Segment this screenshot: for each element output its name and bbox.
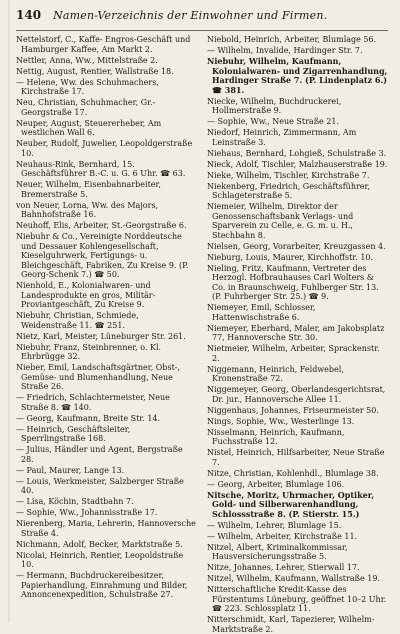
directory-entry: Nietz, Karl, Meister, Lüneburger Str. 261.: [16, 331, 186, 341]
directory-entry: — Wilhelm, Arbeiter, Kirchstraße 11.: [207, 531, 358, 541]
directory-column-right: [207, 35, 388, 634]
directory-entry: Niggenhaus, Johannes, Friseurmeister 50.: [207, 405, 379, 415]
directory-entry: Niemeyer, Eberhard, Maler, am Jakobsplatz 77, Hannoversche Str. 30.: [207, 323, 385, 342]
directory-entry: Nings, Sophie, Ww., Westerlinge 13.: [207, 416, 355, 426]
directory-entry: Nitze, Christian, Kohlenhdl., Blumlage 38.: [207, 468, 379, 478]
directory-entry: Nitze, Johannes, Lehrer, Stierwall 17.: [207, 563, 360, 572]
directory-entry: — Georg, Arbeiter, Blumlage 106.: [207, 479, 345, 489]
directory-entry: Niemeyer, Emil, Schlosser, Hattenwischstraße 6.: [207, 303, 316, 322]
directory-entry: Nieber, Emil, Landschaftsgärtner, Obst-, Gemüse- und Blumenhandlung, Neue Straße 26.: [16, 363, 181, 391]
page-fold-shadow: [8, 0, 10, 622]
directory-entry: Niebuhr, Franz, Steinbrenner, o. Kl. Ehrbrügge 32.: [16, 342, 162, 361]
directory-entry: Neuer, Wilhelm, Eisenbahnarbeiter, Bremerstraße 5.: [16, 180, 161, 199]
directory-entry: — Friedrich, Schlachtermeister, Neue Straße 8. ☎ 140.: [16, 393, 170, 412]
directory-entry: Niedorf, Heinrich, Zimmermann, Am Leinstraße 3.: [207, 128, 357, 147]
directory-entry: — Julius, Händler und Agent, Bergstraße 28.: [16, 445, 183, 464]
directory-entry: Niemeier, Wilhelm, Direktor der Genossenschaftsbank Verlags- und Sparverein zu Celle, e. G. m. u. H., Stechbahn 8.: [207, 202, 354, 240]
directory-entry: Nitzel, Wilhelm, Kaufmann, Wallstraße 19.: [207, 574, 380, 583]
directory-entry: Nistel, Heinrich, Hilfsarbeiter, Neue Straße 7.: [207, 448, 385, 467]
directory-entry: — Georg, Kaufmann, Breite Str. 14.: [16, 413, 161, 423]
directory-entry: Neuber, Rudolf, Juwelier, Leopoldgerstraße 10.: [16, 139, 193, 158]
directory-entry: — Lisa, Köchin, Stadtbahn 7.: [16, 497, 134, 506]
directory-entry: — Heinrich, Geschäftsleiter, Sperrlingstraße 168.: [16, 424, 131, 443]
directory-entry: — Sophie, Ww., Johannisstraße 17.: [16, 508, 158, 517]
directory-column-left: [16, 35, 197, 615]
directory-entry: — Wilhelm, Invalide, Hardinger Str. 7.: [207, 46, 363, 55]
directory-entry: Nierenberg, Maria, Lehrerin, Hannoversche Straße 4.: [16, 519, 196, 538]
directory-entry: Nienhold, E., Kolonialwaren- und Landesprodukte en gros, Militär-Proviantgeschäft, Zu Kreise 9.: [16, 281, 156, 309]
directory-entry: Nielsen, Georg, Vorarbeiter, Kreuzgassen 4.: [207, 241, 386, 251]
directory-entry: Neuhoff, Elis, Arbeiter, St.-Georgstraße 6.: [16, 221, 187, 230]
directory-entry: Neu, Christian, Schuhmacher, Gr.-Georgstraße 17.: [16, 98, 156, 117]
directory-columns: [16, 35, 388, 634]
directory-entry: Nettig, August, Rentier, Wallstraße 18.: [16, 66, 174, 76]
directory-entry: Niekenberg, Friedrich, Geschäftsführer, Schlageterstraße 5.: [207, 181, 371, 200]
directory-entry: — Wilhelm, Lehrer, Blumlage 15.: [207, 520, 342, 530]
page-number: 140: [16, 8, 42, 22]
directory-entry: Niggemeyer, Georg, Oberlandesgerichtsrat, Dr. jur., Hannoversche Allee 11.: [207, 385, 386, 404]
directory-entry: Nicolai, Heinrich, Rentier, Leopoldstraße 10.: [16, 550, 184, 569]
directory-entry: Nietmeier, Wilhelm, Arbeiter, Sprackenstr. 2.: [207, 344, 380, 363]
directory-entry: Nettler, Anna, Ww., Mittelstraße 2.: [16, 55, 158, 65]
directory-entry: Nitsche, Moritz, Uhrmacher, Optiker, Gold- und Silberwarenhandlung, Schlossstraße 8. (P. Stierstr. 15.): [207, 489, 375, 519]
directory-entry: Nieke, Wilhelm, Tischler, Kirchstraße 7.: [207, 170, 370, 180]
directory-entry: Nitzel, Albert, Kriminalkommissar, Hausversicherungsstraße 5.: [207, 542, 348, 561]
directory-entry: Neuhaus-Rink, Bernhard, 15. Geschäftsführer B.-C. u. G. 6 Uhr. ☎ 63.: [16, 159, 186, 178]
directory-entry: Nettelstorf, C., Kaffe- Engros-Geschäft und Hamburger Kaffee, Am Markt 2.: [16, 35, 191, 54]
directory-entry: — Louis, Werkmeister, Salzberger Straße 40.: [16, 476, 184, 495]
directory-entry: Nieck, Adolf, Tischler, Malzhauserstraße 19.: [207, 159, 388, 169]
directory-entry: Nieling, Fritz, Kaufmann, Vertreter des Herzogl. Hofbrauhauses Carl Wolters & Co. in Braunschweig, Fuhlberger Str. 13. (P. Fuhrberger Str. 25.) ☎ 9.: [207, 263, 379, 301]
directory-entry: Niehaus, Bernhard, Lohgieß, Schulstraße 3.: [207, 148, 387, 158]
directory-entry: Niebuhr & Co., Vereinigte Norddeutsche und Dessauer Kohlengesellschaft, Kieselguhrwerk, Fertigungs- u. Bleichgeschäft, Fabriken, Zu Kreise 9. (P. Georg-Schenk 7.) ☎ 50.: [16, 232, 189, 279]
directory-entry: Nitterschaftliche Kredit-Kasse des Fürstentums Lüneburg, geöffnet 10–2 Uhr. ☎ 223. Schlossplatz 11.: [207, 585, 387, 613]
directory-entry: Nichmann, Adolf, Becker, Marktstraße 5.: [16, 539, 183, 549]
directory-entry: Niecke, Wilhelm, Buchdruckerei, Hollmerstraße 9.: [207, 96, 342, 115]
directory-entry: — Helene, Ww. des Schuhmachers, Kirchstraße 17.: [16, 77, 159, 96]
directory-entry: Niebold, Heinrich, Arbeiter, Blumlage 56.: [207, 35, 377, 44]
directory-entry: Nisselmann, Heinrich, Kaufmann, Fuchsstraße 12.: [207, 427, 345, 446]
directory-entry: — Sophie, Ww., Neue Straße 21.: [207, 117, 340, 126]
directory-entry: Niebuhr, Wilhelm, Kaufmann, Kolonialwaren- und Zigarrenhandlung, Hardinger Straße 7. (P. Lindenplatz 6.) ☎ 381.: [207, 56, 388, 95]
directory-entry: Nitterschmidt, Karl, Tapezierer, Wilhelm-Marktstraße 2.: [207, 615, 375, 634]
page-header: [16, 8, 388, 31]
directory-entry: Niggemann, Heinrich, Feldwebel, Kronenstraße 72.: [207, 364, 344, 383]
directory-entry: von Neuer, Lorna, Ww. des Majors, Bahnhofstraße 16.: [16, 200, 159, 219]
directory-entry: — Paul, Maurer, Lange 13.: [16, 465, 125, 475]
directory-entry: Niebuhr, Christian, Schmiede, Weidenstraße 11. ☎ 251.: [16, 311, 139, 330]
directory-entry: Nieburg, Louis, Maurer, Kirchhoffstr. 10.: [207, 252, 374, 262]
directory-entry: Neuper, August, Steuererheber, Am westlichen Wall 6.: [16, 118, 162, 137]
page-title: Namen-Verzeichnis der Einwohner und Firmen.: [53, 9, 328, 22]
directory-entry: — Hermann, Buchdruckereibesitzer, Papierhandlung, Einrahmung und Bilder, Annoncenexpedition, Schulstraße 27.: [16, 571, 188, 599]
